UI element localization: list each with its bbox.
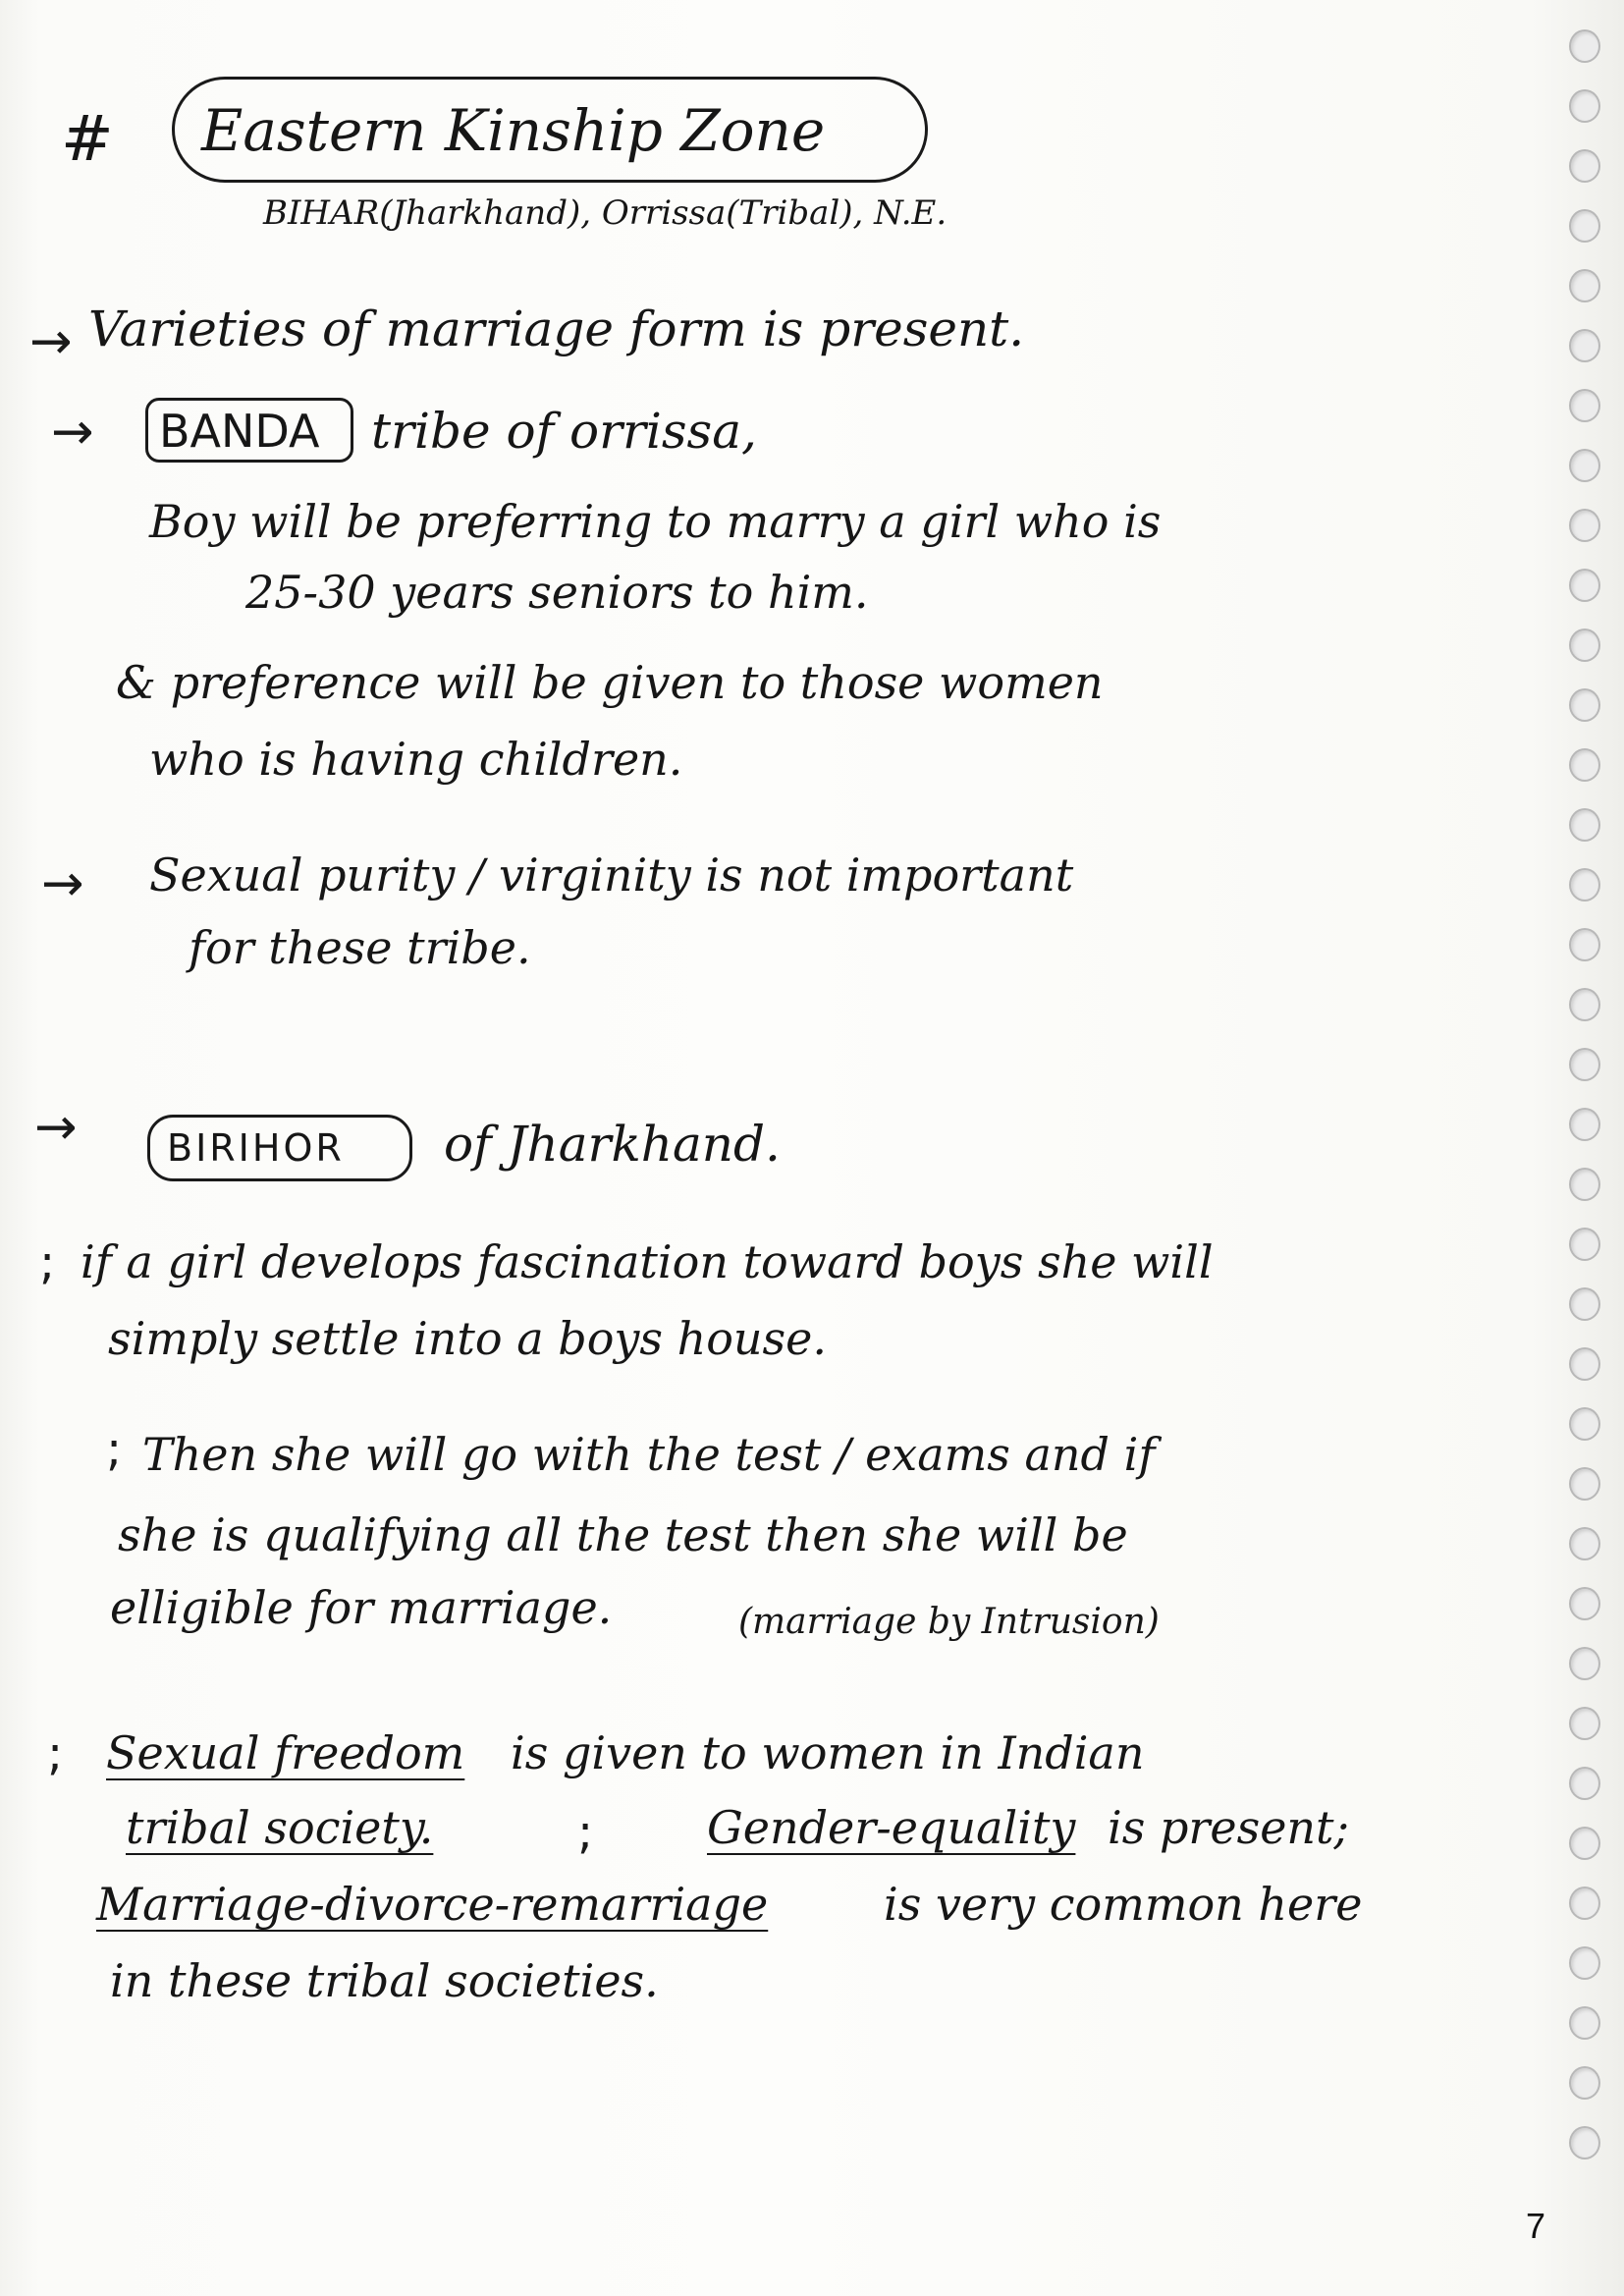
spiral-hole bbox=[1569, 1228, 1600, 1261]
note-banda-tribe: tribe of orrissa, bbox=[371, 403, 757, 460]
note-is-present: is present; bbox=[1108, 1801, 1350, 1854]
spiral-hole bbox=[1569, 2006, 1600, 2040]
spiral-hole bbox=[1569, 928, 1600, 961]
spiral-hole bbox=[1569, 569, 1600, 602]
banda-label: BANDA bbox=[159, 405, 320, 458]
heading-hash: # bbox=[61, 103, 114, 176]
spiral-hole bbox=[1569, 2126, 1600, 2159]
spiral-hole bbox=[1569, 149, 1600, 183]
note-girl-line2: simply settle into a boys house. bbox=[108, 1312, 828, 1365]
spiral-hole bbox=[1569, 509, 1600, 542]
spiral-hole bbox=[1569, 89, 1600, 123]
spiral-hole bbox=[1569, 449, 1600, 482]
arrow-icon: → bbox=[41, 854, 84, 913]
spiral-hole bbox=[1569, 389, 1600, 422]
note-tribal-society: tribal society. bbox=[126, 1801, 434, 1854]
spiral-hole bbox=[1569, 1048, 1600, 1081]
note-test-line3: elligible for marriage. bbox=[110, 1581, 613, 1634]
spiral-hole bbox=[1569, 868, 1600, 902]
spiral-hole bbox=[1569, 1407, 1600, 1441]
bullet-icon: ; bbox=[39, 1235, 56, 1290]
spiral-hole bbox=[1569, 1886, 1600, 1920]
bullet-icon: ; bbox=[47, 1726, 64, 1781]
note-banda-line2: 25-30 years seniors to him. bbox=[245, 566, 869, 619]
spiral-hole bbox=[1569, 1587, 1600, 1620]
spiral-hole bbox=[1569, 808, 1600, 842]
spiral-binding bbox=[1563, 29, 1606, 2190]
bullet-icon: ; bbox=[106, 1422, 123, 1477]
spiral-hole bbox=[1569, 209, 1600, 243]
note-test-line2: she is qualifying all the test then she will be bbox=[118, 1508, 1128, 1561]
spiral-hole bbox=[1569, 29, 1600, 63]
page-subtitle: BIHAR(Jharkhand), Orrissa(Tribal), N.E. bbox=[263, 193, 947, 233]
spiral-hole bbox=[1569, 1767, 1600, 1800]
spiral-hole bbox=[1569, 1827, 1600, 1860]
spiral-hole bbox=[1569, 748, 1600, 782]
spiral-hole bbox=[1569, 1946, 1600, 1980]
spiral-hole bbox=[1569, 1647, 1600, 1680]
note-very-common: is very common here bbox=[884, 1878, 1363, 1931]
page-number: 7 bbox=[1525, 2206, 1545, 2246]
spiral-hole bbox=[1569, 1287, 1600, 1321]
note-tribal-societies: in these tribal societies. bbox=[110, 1954, 659, 2007]
note-sexual-freedom: Sexual freedom bbox=[106, 1726, 465, 1779]
spiral-hole bbox=[1569, 2066, 1600, 2100]
spiral-hole bbox=[1569, 1707, 1600, 1740]
note-varieties: Varieties of marriage form is present. bbox=[88, 301, 1025, 357]
spiral-hole bbox=[1569, 988, 1600, 1021]
spiral-hole bbox=[1569, 688, 1600, 722]
note-marriage-by-intrusion: (marriage by Intrusion) bbox=[738, 1602, 1160, 1642]
spiral-hole bbox=[1569, 1108, 1600, 1141]
note-preference-line1: & preference will be given to those women bbox=[116, 656, 1104, 709]
note-gender-equality: Gender-equality bbox=[707, 1801, 1076, 1854]
note-banda-line1: Boy will be preferring to marry a girl who is bbox=[149, 495, 1162, 548]
birihor-label: BIRIHOR bbox=[167, 1126, 345, 1170]
note-sexual-purity-line1: Sexual purity / virginity is not important bbox=[149, 848, 1074, 902]
arrow-icon: → bbox=[34, 1098, 78, 1157]
spiral-hole bbox=[1569, 629, 1600, 662]
spiral-hole bbox=[1569, 1467, 1600, 1501]
note-girl-line1: if a girl develops fascination toward boys she will bbox=[81, 1235, 1214, 1288]
spiral-hole bbox=[1569, 269, 1600, 302]
spiral-hole bbox=[1569, 329, 1600, 362]
arrow-icon: → bbox=[29, 312, 73, 371]
spiral-hole bbox=[1569, 1168, 1600, 1201]
bullet-icon: ; bbox=[577, 1805, 594, 1860]
arrow-icon: → bbox=[51, 403, 94, 462]
note-freedom-line1: is given to women in Indian bbox=[511, 1726, 1145, 1779]
spiral-hole bbox=[1569, 1527, 1600, 1560]
note-test-line1: Then she will go with the test / exams and if bbox=[142, 1428, 1156, 1481]
page-title: Eastern Kinship Zone bbox=[201, 97, 826, 164]
note-marriage-divorce-remarriage: Marriage-divorce-remarriage bbox=[96, 1878, 769, 1931]
spiral-hole bbox=[1569, 1347, 1600, 1381]
note-preference-line2: who is having children. bbox=[149, 733, 683, 786]
note-sexual-purity-line2: for these tribe. bbox=[189, 921, 531, 974]
note-birihor-jharkhand: of Jharkhand. bbox=[444, 1116, 781, 1173]
